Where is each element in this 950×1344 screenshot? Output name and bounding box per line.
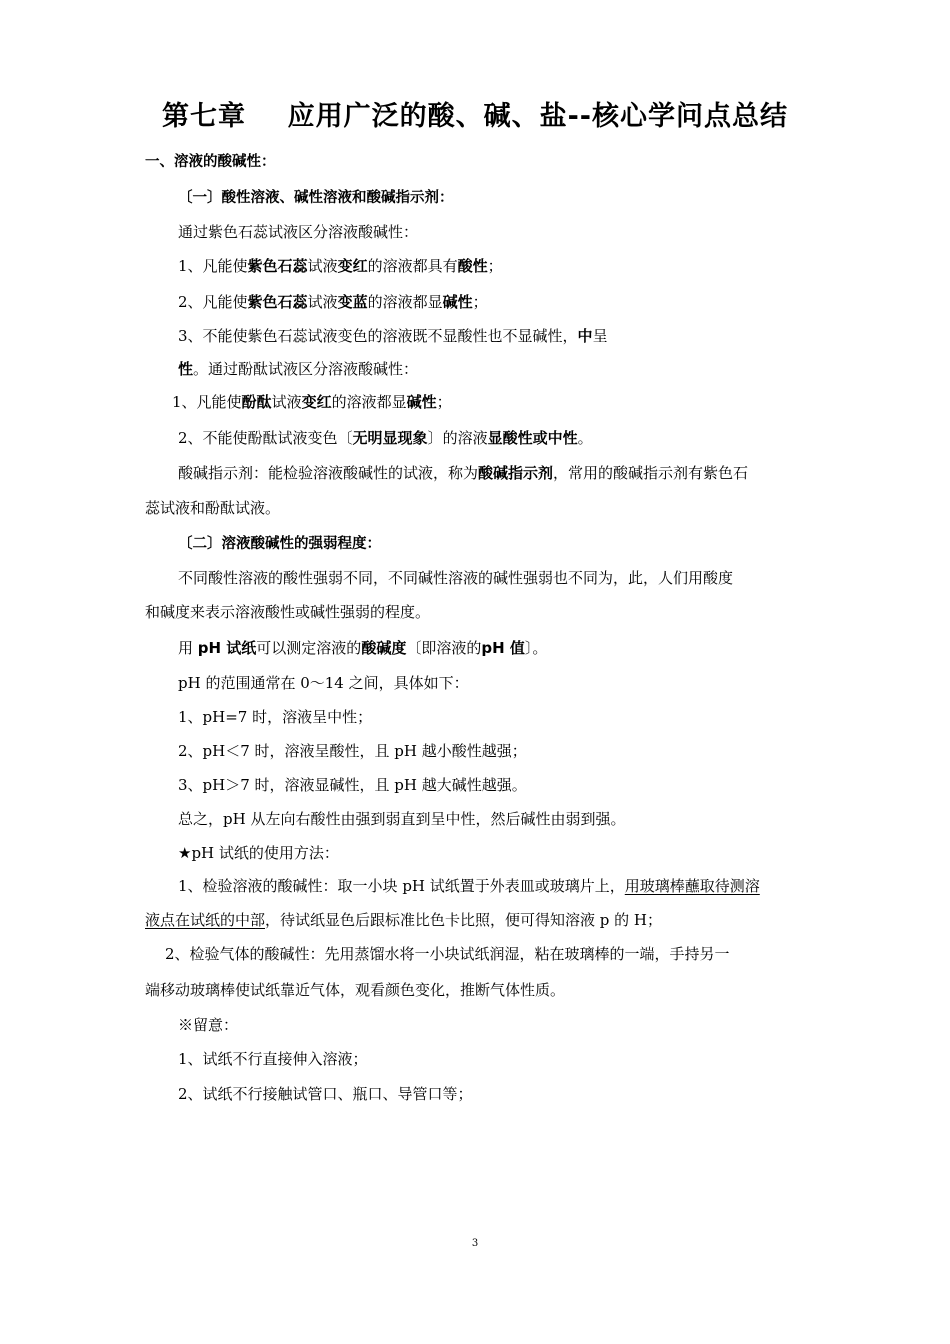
paragraph-indicator-definition-cont: 蕊试液和酚酞试液。 [145, 499, 281, 517]
document-title: 第七章 应用广泛的酸、碱、盐--核心学问点总结 [161, 101, 788, 132]
paragraph-phenolphthalein-colorless: 2、不能使酚酞试液变色〔无明显现象〕的溶液显酸性或中性。 [178, 429, 593, 447]
paragraph-method-gas: 2、检验气体的酸碱性：先用蒸馏水将一小块试纸润湿，粘在玻璃棒的一端，手持另一 [165, 945, 730, 963]
paragraph-method-gas-cont: 端移动玻璃棒使试纸靠近气体，观看颜色变化，推断气体性质。 [145, 981, 566, 999]
paragraph-litmus-red: 1、凡能使紫色石蕊试液变红的溶液都具有酸性； [178, 257, 503, 275]
list-item-ph-acidic: 2、pH＜7 时，溶液呈酸性，且 pH 越小酸性越强； [178, 742, 527, 760]
paragraph-indicator-definition: 酸碱指示剂：能检验溶液酸碱性的试液，称为酸碱指示剂，常用的酸碱指示剂有紫色石 [178, 464, 749, 482]
list-item-notice-1: 1、试纸不行直接伸入溶液； [178, 1050, 368, 1068]
paragraph-ph-method-heading: ★pH 试纸的使用方法： [178, 844, 339, 862]
subsection-heading-indicators: 〔一〕酸性溶液、碱性溶液和酸碱指示剂： [178, 190, 454, 206]
paragraph-ph-range: pH 的范围通常在 0～14 之间，具体如下： [178, 674, 469, 692]
paragraph-litmus-neutral: 3、不能使紫色石蕊试液变色的溶液既不显酸性也不显碱性，中呈 [178, 327, 608, 345]
list-item-ph-neutral: 1、pH=7 时，溶液呈中性； [178, 708, 373, 726]
page-number: 3 [471, 1238, 479, 1249]
paragraph-litmus-blue: 2、凡能使紫色石蕊试液变蓝的溶液都显碱性； [178, 293, 488, 311]
paragraph-phenolphthalein-red: 1、凡能使酚酞试液变红的溶液都显碱性； [172, 393, 452, 411]
paragraph-ph-paper: 用 pH 试纸可以测定溶液的酸碱度〔即溶液的pH 值〕。 [178, 639, 548, 657]
paragraph-strength-2: 和碱度来表示溶液酸性或碱性强弱的程度。 [145, 603, 431, 621]
subsection-heading-strength: 〔二〕溶液酸碱性的强弱程度： [178, 536, 381, 552]
paragraph-method-solution: 1、检验溶液的酸碱性：取一小块 pH 试纸置于外表皿或玻璃片上，用玻璃棒蘸取待测溶 [178, 877, 760, 895]
paragraph-method-solution-cont: 液点在试纸的中部，待试纸显色后跟标准比色卡比照，便可得知溶液 p 的 H； [145, 911, 663, 929]
paragraph-ph-summary: 总之，pH 从左向右酸性由强到弱直到呈中性，然后碱性由弱到强。 [178, 810, 626, 828]
paragraph-notice-heading: ※留意： [178, 1016, 239, 1034]
paragraph-strength-1: 不同酸性溶液的酸性强弱不同，不同碱性溶液的碱性强弱也不同为，此，人们用酸度 [178, 569, 734, 587]
paragraph-litmus-intro: 通过紫色石蕊试液区分溶液酸碱性： [178, 223, 419, 241]
list-item-notice-2: 2、试纸不行接触试管口、瓶口、导管口等； [178, 1085, 473, 1103]
paragraph-phenolphthalein-intro: 性。通过酚酞试液区分溶液酸碱性： [178, 360, 419, 378]
list-item-ph-basic: 3、pH＞7 时，溶液显碱性，且 pH 越大碱性越强。 [178, 776, 527, 794]
section-heading-solution-acidity: 一、溶液的酸碱性： [145, 154, 276, 170]
